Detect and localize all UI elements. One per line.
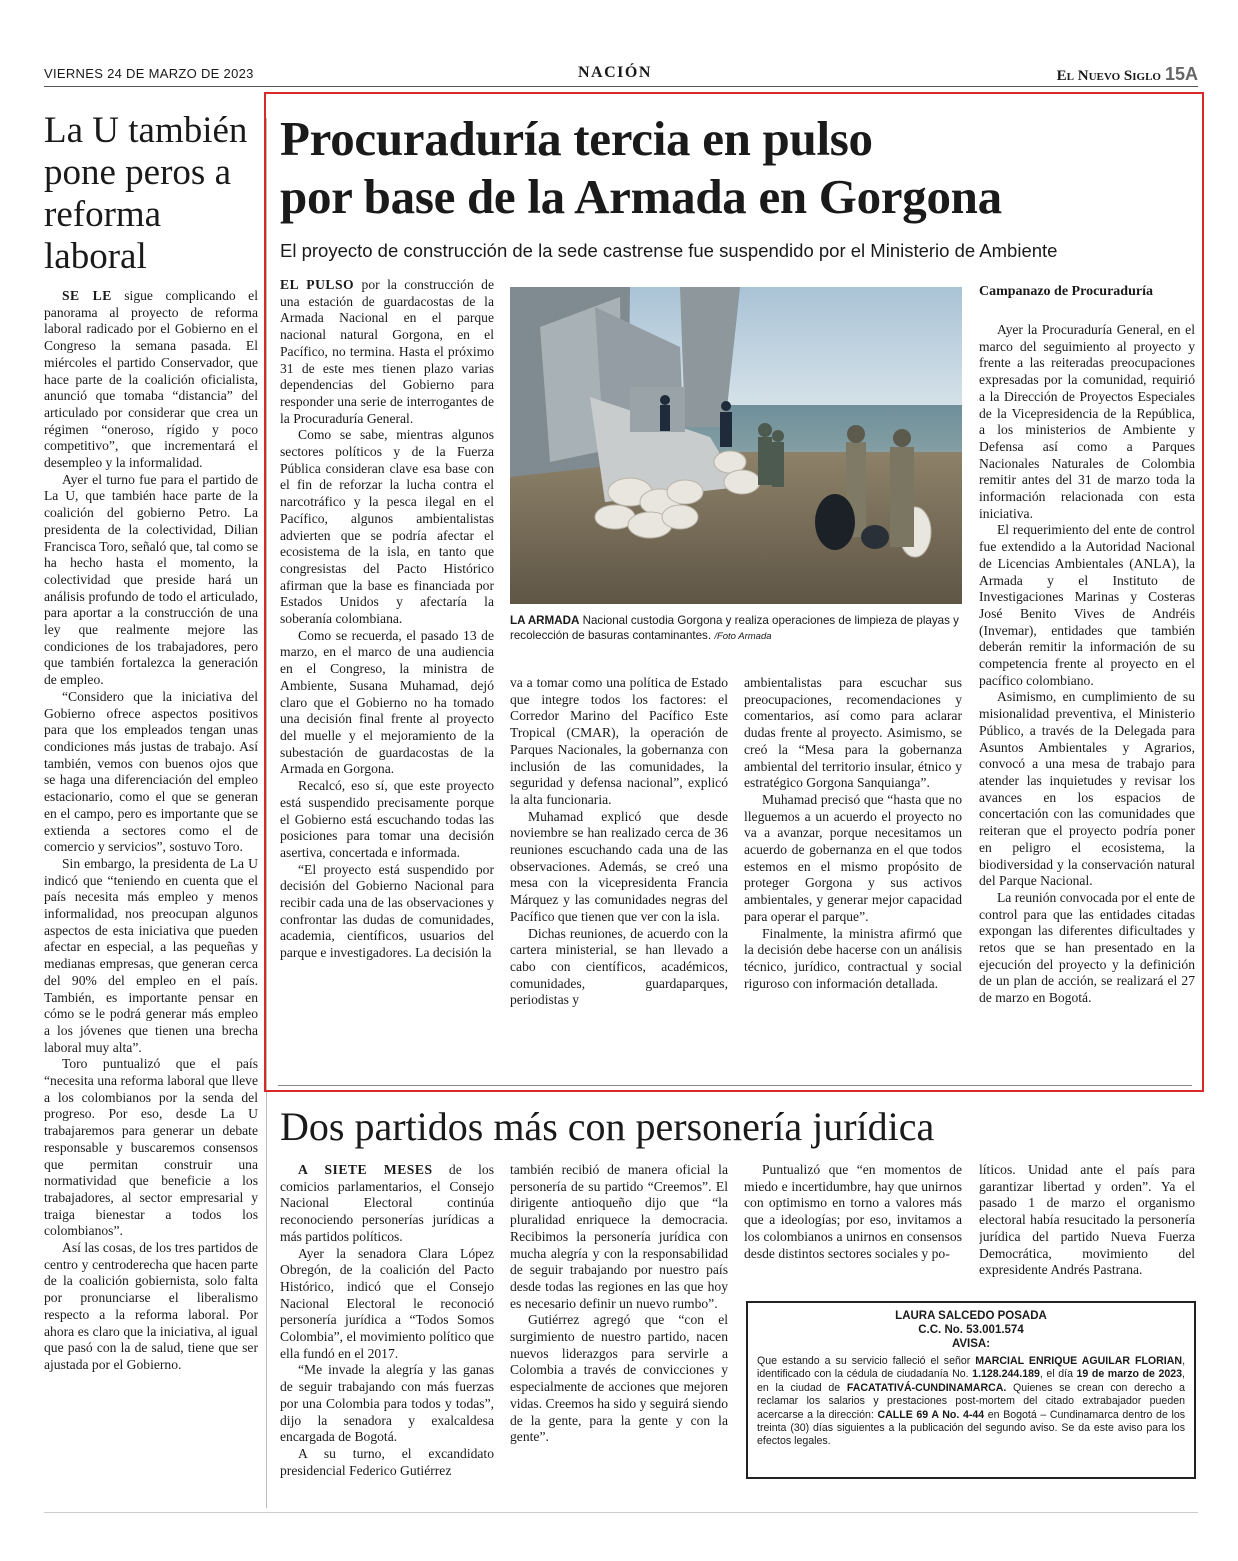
main-story-paragraph xyxy=(280,277,494,427)
notice-id: C.C. No. 53.001.574 xyxy=(918,1324,1024,1336)
main-story-paragraph: Finalmente, la ministra afirmó que la decisión debe hacerse con un análisis técnico, jurídico, contractual y social riguroso con información detallada. xyxy=(744,925,962,991)
main-story-paragraph: Ayer la Procuraduría General, en el marco del seguimiento al proyecto y frente a las reiteradas preocupaciones expresadas por la comunidad, requirió a la Dirección de Proyectos Especiales de la Vicepresidencia de la República, a los ministerios de Ambiente y Defensa así como a Parques Nacionales Naturales de Colombia remitir antes del 31 de marzo toda la información relacionada con esta iniciativa. xyxy=(979,322,1195,521)
main-title-line-2: por base de la Armada en Gorgona xyxy=(280,169,1002,224)
main-story-paragraph: Dichas reuniones, de acuerdo con la cartera ministerial, se han llevado a cabo con científicos, académicos, comunidades, guardaparques, periodistas y xyxy=(510,925,728,1008)
notice-text: , el día xyxy=(1039,1368,1077,1381)
lower-story-paragraph: Puntualizó que “en momentos de miedo e incertidumbre, hay que unirnos con optimismo en torno a valores más que a ideologías; por eso, invitamos a los colombianos a unirnos en consensos desde distintos sectores sociales y po- xyxy=(744,1162,962,1261)
main-story-paragraph: Asimismo, en cumplimiento de su misionalidad preventiva, el Ministerio Público, a través de la Delegada para Asuntos Ambientales y Agrarios, convocó a una mesa de trabajo para atender las inquietudes y revisar los avances en los espacios de concertación con las comunidades que reiteran que el proyecto podría poner en peligro el ecosistema, la biodiversidad y la conservación natural del Parque Nacional. xyxy=(979,689,1195,889)
main-story-paragraph: va a tomar como una política de Estado que integre todos los factores: el Corredor Marino del Pacífico Este Tropical (CMAR), la operación de Parques Nacionales, la gobernanza con inclusión de las comunidades, la seguridad y defensa nacional”, explicó la alta funcionaria. xyxy=(510,675,728,807)
lower-story-column-3 xyxy=(744,1162,962,1292)
lower-story-paragraph: líticos. Unidad ante el país para garantizar libertad y orden”. Ya el pasado 1 de marzo el organismo electoral había resucitado la personería jurídica del partido Nueva Fuerza Democrática, movimiento del expresidente Andrés Pastrana. xyxy=(979,1162,1195,1278)
newspaper-name: El Nuevo Siglo xyxy=(1056,68,1161,84)
main-story-bottom-rule xyxy=(278,1085,1192,1086)
section-name: NACIÓN xyxy=(578,64,652,81)
notice-text: Quienes se crean con derecho a reclamar los salarios y prestaciones post-mortem del citado extrabajador pueden acercarse a la dirección: xyxy=(757,1381,1185,1421)
main-story-paragraph: El requerimiento del ente de control fue extendido a la Autoridad Nacional de Licencias Ambientales (ANLA), la Armada y el Instituto de Investigaciones Marinas y Costeras José Benito Vives de Andréis (Invemar), entidades que también deberán remitir la información de su competencia frente al proyecto en el pacífico colombiano. xyxy=(979,522,1195,688)
lower-story-title: Dos partidos más con personería jurídica xyxy=(280,1104,935,1149)
notice-city: FACATATIVÁ-CUNDINAMARCA. xyxy=(846,1381,1007,1394)
news-photo xyxy=(510,287,962,604)
left-story-title: La U también pone peros a reforma laboral xyxy=(44,110,248,277)
navy-landing-craft-photo xyxy=(510,287,962,604)
photo-caption xyxy=(510,613,962,644)
caption-text: Nacional custodia Gorgona y realiza operaciones de limpieza de playas y recolección de basuras contaminantes. xyxy=(510,614,959,642)
main-story-column-1 xyxy=(280,277,494,1072)
lower-story-paragraph: también recibió de manera oficial la personería de su partido “Creemos”. El dirigente antioqueño dijo que “la pluralidad enriquece la democracia. Recibimos la personería jurídica con mucha alegría y con la responsabilidad de seguir trabajando por nuestro país desde todas las regiones en las que hoy es necesario definir un nuevo rumbo”. xyxy=(510,1162,728,1311)
lower-story-paragraph xyxy=(280,1162,494,1246)
main-title-line-1: Procuraduría tercia en pulso xyxy=(280,111,873,166)
lower-story-column-4 xyxy=(979,1162,1195,1292)
left-story-lead: SE LE xyxy=(62,288,112,303)
left-story-paragraph: “Considero que la iniciativa del Gobierno ofrece aspectos positivos para que los empleados tengan unas condiciones más justas de trabajo. Así también, vemos con buenos ojos que se haga una diferenciación del empleo estacionario, como el que se generan en el campo, pero es importante que se extienda a sectores como el de comercio y servicios”, sostuvo Toro. xyxy=(44,688,258,855)
notice-name: LAURA SALCEDO POSADA xyxy=(895,1310,1047,1322)
photo-credit: /Foto Armada xyxy=(714,631,772,642)
page-number: 15A xyxy=(1164,64,1198,84)
left-story-body xyxy=(44,288,258,1508)
lower-story-column-1 xyxy=(280,1162,494,1492)
caption-lead: LA ARMADA xyxy=(510,614,580,627)
notice-body xyxy=(757,1355,1185,1449)
main-story-paragraph: “El proyecto está suspendido por decisión del Gobierno Nacional para recibir cada una de las observaciones y confrontar las dudas de comunidades, academia, científicos, usuarios del parque e investigadores. La decisión la xyxy=(280,861,494,961)
main-story-text: por la construcción de una estación de guardacostas de la Armada Nacional en el parque nacional natural Gorgona, en el Pacífico, no termina. Hasta el próximo 31 de este mes tienen plazo varias dependencias del Gobierno para responder una serie de interrogantes de la Procuraduría General. xyxy=(280,277,494,426)
lower-story-paragraph: A su turno, el excandidato presidencial Federico Gutiérrez xyxy=(280,1445,494,1478)
main-story-paragraph: Muhamad explicó que desde noviembre se han realizado cerca de 36 reuniones escuchando cada una de las observaciones. Además, se creó una mesa con la vicepresidenta Francia Márquez y las comunidades negras del Pacífico que tienen que ver con la isla. xyxy=(510,808,728,924)
notice-text: en Bogotá – Cundinamarca dentro de los treinta (30) días siguientes a la publicación del segundo aviso. Se da este aviso para los efectos legales. xyxy=(757,1408,1186,1448)
main-story-paragraph: Recalcó, eso sí, que este proyecto está suspendido precisamente porque el Gobierno está escuchando todas las posiciones para tomar una decisión asertiva, concertada e informada. xyxy=(280,778,494,860)
side-heading: Campanazo de Procuraduría xyxy=(979,284,1153,299)
main-story-lead: EL PULSO xyxy=(280,277,355,292)
lower-story-paragraph: Gutiérrez agregó que “con el surgimiento de nuestro partido, nacen nuevos liderazgos para servirle a Colombia a través de convicciones y especialmente de acciones que mejoren vidas. Creemos ha sido y seguirá siendo de la gente, para la gente y con la gente”. xyxy=(510,1312,728,1445)
legal-notice-box xyxy=(746,1301,1196,1479)
left-story-paragraph xyxy=(44,288,258,472)
main-story-column-4 xyxy=(979,283,1195,1073)
left-story-text: sigue complicando el panorama al proyecto de reforma laboral radicado por el Gobierno en el Congreso la semana pasada. El miércoles el partido Conservador, que hace parte de la coalición oficialista, anunció que tomaba “distancia” del articulado por considerar que crea un régimen “oneroso, rígido y poco competitivo”, que incrementará el desempleo y la informalidad. xyxy=(44,288,258,471)
lower-story-column-2 xyxy=(510,1162,728,1492)
notice-text: Que estando a su servicio falleció el señor xyxy=(757,1355,976,1367)
main-story-column-2 xyxy=(510,675,728,1072)
main-story-paragraph: Muhamad precisó que “hasta que no lleguemos a un acuerdo el proyecto no va a avanzar, porque necesitamos un acuerdo de gobernanza en el que todos estemos en el mismo propósito de proteger Gorgona y sus activos ambientales, y generar mejor capacidad para operar el parque”. xyxy=(744,791,962,924)
notice-deceased-name: MARCIAL ENRIQUE AGUILAR FLORIAN xyxy=(975,1355,1183,1367)
main-story-column-3 xyxy=(744,675,962,1072)
left-story-paragraph: Sin embargo, la presidenta de La U indicó que “teniendo en cuenta que el país necesita más empleo y menos informalidad, nos preocupan algunos aspectos de esta iniciativa que pueden afectar en especial, a las pequeñas y medianas empresas, que generan cerca del 90% del empleo en el país. También, es importante pensar en cómo se le podrá generar más empleo a los jóvenes que tienen una brecha laboral muy alta”. xyxy=(44,855,258,1055)
notice-address: CALLE 69 A No. 4-44 xyxy=(877,1408,985,1421)
notice-text: , identificado con la cédula de ciudadanía No. xyxy=(757,1355,1186,1381)
header-rule xyxy=(44,86,1198,87)
main-story-paragraph: Como se sabe, mientras algunos sectores políticos y de la Fuerza Pública consideran clave esa base con el fin de reforzar la lucha contra el narcotráfico y la pesca ilegal en el Pacífico, algunos ambientalistas advierten que se podría afectar el ecosistema de la isla, en tanto que congresistas del Pacto Histórico afirman que la base es financiada por Estados Unidos y afectaría la soberanía colombiana. xyxy=(280,427,494,627)
notice-date: 19 de marzo de 2023 xyxy=(1076,1368,1183,1381)
lower-story-text: de los comicios parlamentarios, el Consejo Nacional Electoral continúa reconociendo personerías jurídicas a más partidos políticos. xyxy=(280,1162,494,1244)
publication-date: VIERNES 24 DE MARZO DE 2023 xyxy=(44,66,254,81)
main-story-paragraph: Como se recuerda, el pasado 13 de marzo, en el marco de una audiencia en el Congreso, la ministra de Ambiente, Susana Muhamad, dejó claro que el Gobierno no ha tomado una decisión final frente al proyecto del muelle y el mejoramiento de la subestación de guardacostas de la Armada en Gorgona. xyxy=(280,627,494,777)
lower-story-paragraph: “Me invade la alegría y las ganas de seguir trabajando con más fuerzas por una Colombia para todos y todas”, dijo la senadora y exalcaldesa encargada de Bogotá. xyxy=(280,1362,494,1445)
main-story-paragraph: ambientalistas para escuchar sus preocupaciones, recomendaciones y comentarios, así como para aclarar dudas frente al proyecto. Asimismo, se creó la “Mesa para la gobernanza ambiental del territorio insular, étnico y estratégico Gorgona Sanquianga”. xyxy=(744,675,962,791)
main-story-paragraph: La reunión convocada por el ente de control para que las entidades citadas expongan las diferentes dificultades y retos que se han presentado en la ejecución del proyecto y la definición de un plan de acción, se realizará el 27 de marzo en Bogotá. xyxy=(979,889,1195,1006)
main-story-title xyxy=(280,110,1190,226)
page-bottom-rule xyxy=(44,1512,1198,1513)
newspaper-masthead xyxy=(1057,64,1198,85)
main-story-subtitle: El proyecto de construcción de la sede castrense fue suspendido por el Ministerio de Ambiente xyxy=(280,240,1058,261)
notice-label: AVISA: xyxy=(951,1338,991,1350)
lower-story-lead: A SIETE MESES xyxy=(298,1162,433,1177)
left-story-paragraph: Ayer el turno fue para el partido de La U, que también hace parte de la coalición del gobierno Petro. La presidenta de la colectividad, Dilian Francisca Toro, señaló que, tal como se ha hecho hasta el momento, la colectividad que preside hará un análisis profundo de todo el articulado, para aportar a la construcción de una ley que realmente mejore las condiciones de los trabajadores, pero que también fortalezca la generación de empleo. xyxy=(44,471,258,688)
left-story-paragraph: Toro puntualizó que el país “necesita una reforma laboral que lleve a los colombianos por la senda del progreso. Por eso, desde La U trabajaremos para generar un debate responsable y buscaremos consensos que permitan construir una normatividad que beneficie a los trabajadores, al sector empresarial y traiga bienestar a todos los colombianos”. xyxy=(44,1056,258,1239)
notice-text: , en la ciudad de xyxy=(757,1368,1185,1394)
notice-id-number: 1.128.244.189 xyxy=(972,1368,1040,1381)
left-story-paragraph: Así las cosas, de los tres partidos de centro y centroderecha que hacen parte de la coalición gobiernista, solo falta por pronunciarse el liberalismo respecto a la reforma laboral. Por ahora es claro que la iniciativa, al igual que pasó con la de salud, tiene que ser ajustada por el Gobierno. xyxy=(44,1240,258,1372)
lower-story-paragraph: Ayer la senadora Clara López Obregón, de la coalición del Pacto Histórico, indicó que el Consejo Nacional Electoral le reconoció personería jurídica a “Todos Somos Colombia”, el movimiento político que ella fundó en el 2017. xyxy=(280,1245,494,1361)
